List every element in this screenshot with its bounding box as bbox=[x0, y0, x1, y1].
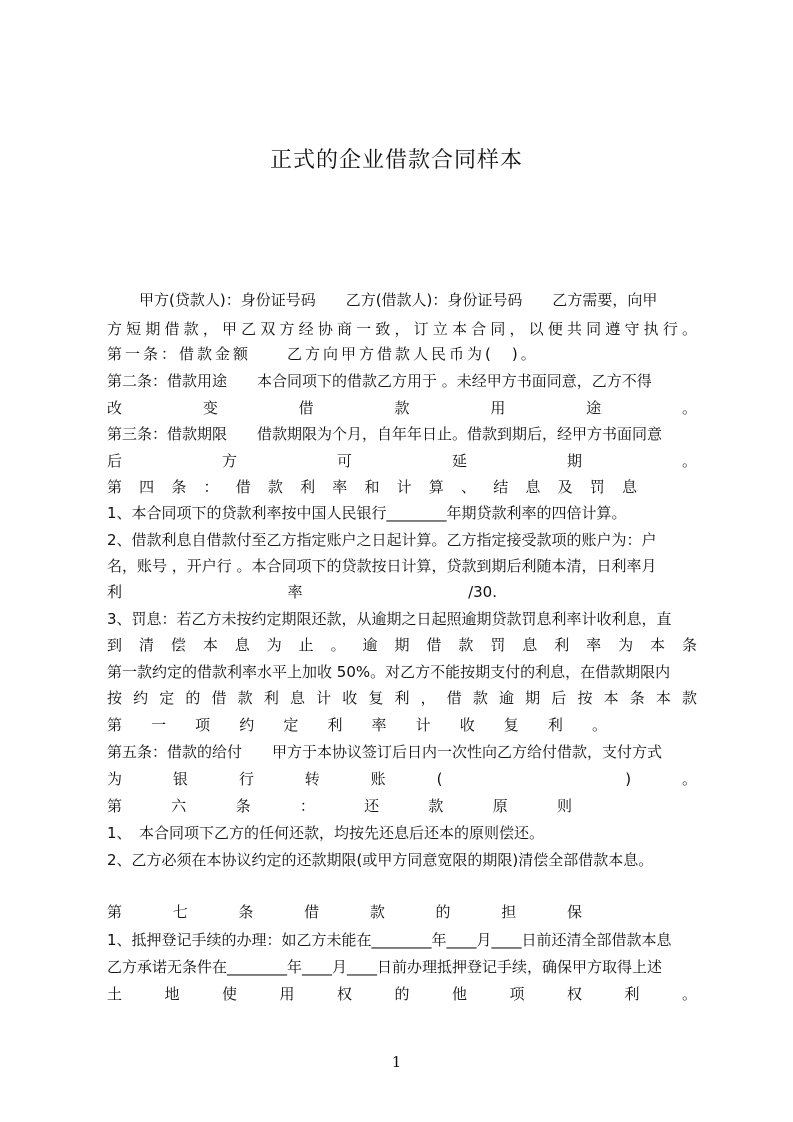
paragraph-line: 后方可延期。 bbox=[107, 452, 697, 470]
paragraph-line: 第二条：借款用途 本合同项下的借款乙方用于 。未经甲方书面同意，乙方不得 bbox=[107, 372, 652, 390]
paragraph-line: 为银行转账( )。 bbox=[107, 770, 697, 788]
paragraph-line: 1、抵押登记手续的办理：如乙方未能在________年____月____日前还清全部借款本息 bbox=[107, 931, 672, 949]
paragraph-line: 土地使用权的他项权利。 bbox=[107, 985, 697, 1003]
paragraph-line: 2、借款利息自借款付至乙方指定账户之日起计算。乙方指定接受款项的账户为：户 bbox=[107, 531, 657, 549]
paragraph-line: 按约定的借款利息计收复利，借款逾期后按本条本款 bbox=[107, 689, 697, 707]
paragraph-line: 第五条：借款的给付 甲方于本协议签订后日内一次性向乙方给付借款，支付方式 bbox=[107, 743, 663, 761]
paragraph-line: 第三条：借款期限 借款期限为个月，自年年日止。借款到期后，经甲方书面同意 bbox=[107, 425, 663, 443]
paragraph-line: 名，账号 ，开户行 。本合同项下的贷款按日计算，贷款到期后利随本清，日利率月 bbox=[107, 557, 657, 575]
paragraph-line: 甲方(贷款人)：身份证号码 乙方(借款人)：身份证号码 乙方需要，向甲 bbox=[139, 291, 658, 309]
paragraph-line: 第一项约定利率计收复利。 bbox=[107, 716, 607, 734]
paragraph-line: 第六条：还款原则 bbox=[107, 797, 572, 815]
paragraph-line: 改变借款用途。 bbox=[107, 399, 697, 417]
paragraph-line: 第四条：借款利率和计算、结息及罚息 bbox=[107, 478, 637, 496]
document-title: 正式的企业借款合同样本 bbox=[269, 148, 523, 173]
paragraph-line: 到清偿本息为止。逾期借款罚息利率为本条 bbox=[107, 636, 697, 654]
paragraph-line: 1、本合同项下的贷款利率按中国人民银行________年期贷款利率的四倍计算。 bbox=[107, 504, 627, 522]
paragraph-line: 第一条：借款金额 乙方向甲方借款人民币为( )。 bbox=[107, 345, 539, 363]
paragraph-line: 第一款约定的借款利率水平上加收 50%。对乙方不能按期支付的利息，在借款期限内 bbox=[107, 663, 671, 681]
paragraph-line: 2、乙方必须在本协议约定的还款期限(或甲方同意宽限的期限)清偿全部借款本息。 bbox=[107, 851, 654, 869]
paragraph-line: 1、 本合同项下乙方的任何还款，均按先还息后还本的原则偿还。 bbox=[107, 824, 545, 842]
page-number: 1 bbox=[391, 1053, 402, 1071]
paragraph-line: 乙方承诺无条件在________年____月____日前办理抵押登记手续，确保甲方取得上述 bbox=[107, 958, 663, 976]
paragraph-line: 第七条借款的担保 bbox=[107, 903, 582, 921]
paragraph-line: 3、罚息：若乙方未按约定期限还款，从逾期之日起照逾期贷款罚息利率计收利息，直 bbox=[107, 610, 672, 628]
paragraph-line: 利率/30. bbox=[107, 583, 497, 601]
paragraph-line: 方短期借款，甲乙双方经协商一致，订立本合同，以便共同遵守执行。 bbox=[107, 320, 697, 338]
